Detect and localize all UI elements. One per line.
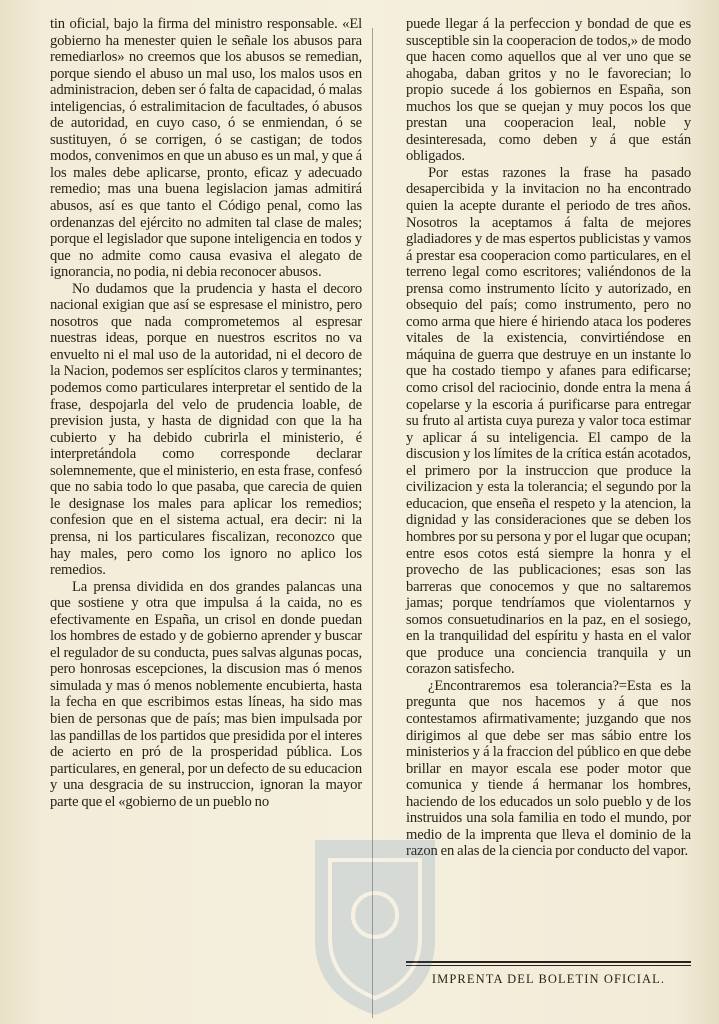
paragraph: La prensa dividida en dos grandes palancas una que sostiene y otra que impulsa á la caida, no es efectivamente en España, un crisol en donde puedan los hombres de estado y de gobierno aprender y buscar el regulador de su conducta, pues salvas algunas pocas, pero honrosas escepciones, la discusion mas ó menos simulada y mas ó menos noblemente encubierta, hasta la fecha en que escribimos estas líneas, ha sido mas bien de personas que de país; mas bien impulsada por las pandillas de los partidos que presidida por el interes de acierto en pró de la prosperidad pública. Los particulares, en general, por un defecto de su educacion y una desgracia de su instruccion, ignoran la mayor parte que el «gobierno de un pueblo no	[50, 578, 362, 810]
paragraph: Por estas razones la frase ha pasado desapercibida y la invitacion no ha encontrado quien la acepte durante el periodo de tres años. Nosotros la aceptamos á falta de mejores gladiadores y de mas espertos publicistas y vamos á prestar esa cooperacion como particulares, en el terreno legal como escritores; valiéndonos de la prensa como instrumento lícito y autorizado, en obsequio del país; como instrumento, pero no como arma que hiere é hiriendo ataca los poderes vitales de la existencia, convirtiéndose en máquina de guerra que destruye en un instante lo que ha costado tiempo y afanes para edificarse; como crisol del raciocinio, donde entra la mena á copelarse y la escoria á purificarse para entregar su fruto al artista cuya pureza y valor toca estimar y aplicar á su inteligencia. El campo de la discusion y los límites de la crítica están acotados, el primero por la instruccion que produce la civilizacion y esta la tolerancia; el segundo por la educacion, que enseña el respeto y la atencion, la dignidad y las consideraciones que se deben los hombres por su persona y por el lugar que ocupan; entre esos cotos está siempre la honra y el provecho de las publicaciones; esas son las barreras que conocemos y que no saltaremos jamas; porque tendríamos que violentarnos y somos consuetudinarios en la paz, en el sosiego, en la tranquilidad del espíritu y hasta en el valor que produce una conciencia tranquila y un corazon satisfecho.	[406, 164, 691, 678]
paragraph: tin oficial, bajo la firma del ministro responsable. «El gobierno ha menester quien le señale los abusos para remediarlos» no creemos que los abusos se remedian, porque siendo el abuso un mal uso, los malos usos en administracion, deben ser ó falta de capacidad, ó malas inteligencias, ó estralimitacion de facultades, ó abusos de autoridad, en cuyo caso, ó se enmiendan, ó se sustituyen, ó se corrigen, ó se castigan; de todos modos, convenimos en que un abuso es un mal, y que á los males debe aplicarse, pronto, eficaz y adecuado remedio; mas una buena legislacion jamas admitirá abusos, así es que tanto el Código penal, como las ordenanzas del ejército no admiten tal clase de males; porque el legislador que supone inteligencia en todos y que no admite como causa evasiva el alegato de ignorancia, no podia, ni debia reconocer abusos.	[50, 16, 362, 281]
left-column	[50, 16, 362, 810]
library-stamp-watermark	[300, 820, 450, 1020]
paragraph: puede llegar á la perfeccion y bondad de que es susceptible sin la cooperacion de todos,» de modo que hacen como aquellos que al ver uno que se ahogaba, daban gritos y no le favorecian; lo propio sucede á los gobiernos en España, son muchos los que se quejan y muy pocos los que prestan una cooperacion leal, noble y desinteresada, como deben y á que están obligados.	[406, 16, 691, 165]
paragraph: No dudamos que la prudencia y hasta el decoro nacional exigian que así se espresase el ministro, pero nosotros que nada comprometemos al espresar nuestras ideas, porque en nuestros escritos no va envuelto ni el mal uso de la autoridad, ni el decoro de la Nacion, podemos ser esplícitos claros y terminantes; podemos como particulares interpretar el sentido de la frase, despojarla del velo de prudencia loable, de prevision justa, y hasta de dignidad con que la ha cubierto y ha debido cubrirla el ministerio, é interpretándola como corresponde declarar solemnemente, que el ministerio, en esta frase, confesó que no sabia todo lo que pasaba, que carecia de quien le designase los males para aplicar los remedios; confesion que en el sistema actual, era decir: ni la prensa, ni los particulares fiscalizan, reconozco que hay males, pero como los ignoro no aplico los remedios.	[50, 280, 362, 579]
paragraph: ¿Encontraremos esa tolerancia?=Esta es la pregunta que nos hacemos y á que nos contestamos afirmativamente; juzgando que nos dirigimos al que debe ser mas sábio entre los ministerios y á la fraccion del público en que debe brillar en mayor escala ese poder motor que comunica y tiende á hermanar los hombres, haciendo de los educados un solo pueblo y de los instruidos una sola familia en todo el mundo, por medio de la imprenta que lleva el dominio de la razon en alas de la ciencia por conducto del vapor.	[406, 677, 691, 860]
right-column	[406, 16, 691, 860]
printer-imprint: IMPRENTA DEL BOLETIN OFICIAL.	[431, 972, 666, 986]
